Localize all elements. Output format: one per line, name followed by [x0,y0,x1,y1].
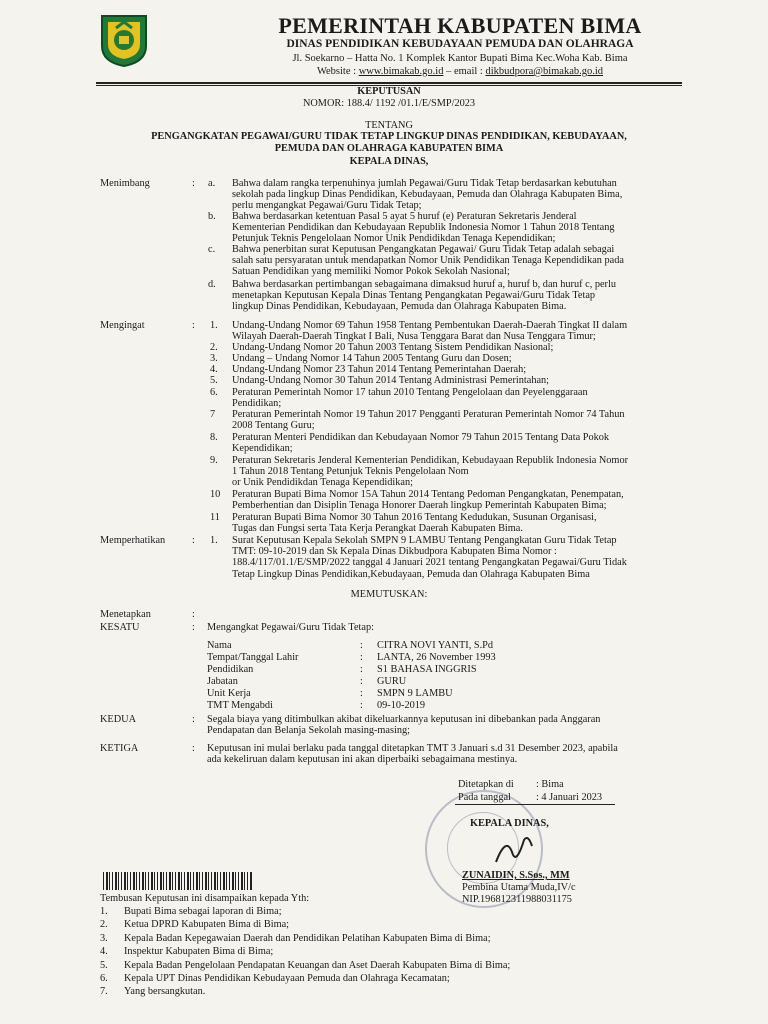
mengingat-item-3: Undang – Undang Nomor 14 Tahun 2005 Tentang Guru dan Dosen; [232,353,512,364]
ketiga-text: Keputusan ini mulai berlaku pada tanggal ditetapkan TMT 3 Januari s.d 31 Desember 2023, apabila ada kekeliruan dalam keputusan ini akan diperbaiki sebagaimana mestinya. [207,743,618,766]
list-item: 1. Bupati Bima sebagai laporan di Bima; [100,906,282,917]
menimbang-label: Menimbang [100,178,150,189]
menimbang-item-a: Bahwa dalam rangka terpenuhinya jumlah Pegawai/Guru Tidak Tetap berdasarkan kebutuhan sekolah pada lingkup Dinas Pendidikan, Kebudayaan, Pemuda dan Olahraga Kabupaten Bima, perlu mengangkat Pegawai/Guru Tidak Tetap; [232,178,623,212]
mengingat-item-index: 6. [210,387,218,398]
email-link[interactable]: dikbudpora@bimakab.go.id [485,66,604,77]
mengingat-colon: : [192,320,195,331]
memperhatikan-item-index: 1. [210,535,218,546]
tembusan-intro: Tembusan Keputusan ini disampaikan kepada Yth: [100,893,310,904]
field-value-jabatan: GURU [377,676,407,687]
mengingat-item-index: 3. [210,353,218,364]
field-key-nama: Nama [207,640,232,651]
mengingat-item-4: Undang-Undang Nomor 23 Tahun 2014 Tentang Pemerintahan Daerah; [232,364,527,375]
menimbang-item-b-index: b. [208,211,216,222]
letterhead-title: PEMERINTAH KABUPATEN BIMA [278,13,642,38]
ketiga-label: KETIGA [100,743,139,754]
website-link[interactable]: www.bimakab.go.id [358,66,444,77]
field-key-unit-kerja: Unit Kerja [207,688,251,699]
mengingat-item-6: Peraturan Pemerintah Nomor 17 tahun 2010 Tentang Pengelolaan dan Peyelenggaraan Pendidikan; [232,387,588,410]
mengingat-item-1: Undang-Undang Nomor 69 Tahun 1958 Tentang Pembentukan Daerah-Daerah Tingkat II dalam Wilayah Daerah-Daerah Tingkat I Bali, Nusa Tenggara Barat dan Nusa Tenggara Timur; [232,320,628,343]
field-colon: : [360,652,363,663]
kesatu-intro: Mengangkat Pegawai/Guru Tidak Tetap: [207,622,374,633]
letterhead-address: Jl. Soekarno – Hatta No. 1 Komplek Kantor Bupati Bima Kec.Woha Kab. Bima [292,53,628,64]
field-key-tmt: TMT Mengabdi [207,700,273,711]
signature-date-label: Pada tanggal [458,792,511,803]
decree-issuer: KEPALA DINAS, [349,156,429,167]
decree-about: TENTANG [365,120,413,131]
field-value-tmt: 09-10-2019 [377,700,426,711]
signature-divider [455,804,615,805]
mengingat-item-index: 9. [210,455,218,466]
field-key-jabatan: Jabatan [207,676,238,687]
mengingat-item-index: 4. [210,364,218,375]
list-item: 6. Kepala UPT Dinas Pendidikan Kebudayaan Pemuda dan Olahraga Kecamatan; [100,972,450,984]
kedua-text: Segala biaya yang ditimbulkan akibat dikeluarkannya keputusan ini dibebankan pada Anggaran Pendapatan dan Belanja Sekolah masing-masing; [207,714,601,737]
decree-number: NOMOR: 188.4/ 1192 /01.1/E/SMP/2023 [302,98,476,109]
field-value-ttl: LANTA, 26 November 1993 [377,652,496,663]
email-prefix: – email : [446,66,483,77]
signature-place-value: : Bima [536,779,564,790]
mengingat-item-index: 1. [210,320,218,331]
mengingat-item-11: Peraturan Bupati Bima Nomor 30 Tahun 2016 Tentang Kedudukan, Susunan Organisasi, Tugas dan Fungsi serta Tata Kerja Perangkat Daerah Kabupaten Bima. [232,512,597,535]
field-key-ttl: Tempat/Tanggal Lahir [207,652,299,663]
kesatu-label: KESATU [100,622,140,633]
mengingat-item-10: Peraturan Bupati Bima Nomor 15A Tahun 2014 Tentang Pedoman Pengangkatan, Penempatan, Pemberhentian dan Disiplin Tenaga Honorer Daerah lingkup Pemerintah Kabupaten Bima; [232,489,624,512]
field-colon: : [360,640,363,651]
mengingat-item-2: Undang-Undang Nomor 20 Tahun 2003 Tentang Sistem Pendidikan Nasional; [232,342,554,353]
website-prefix: Website : [316,66,357,77]
field-value-pendidikan: S1 BAHASA INGGRIS [377,664,477,675]
mengingat-item-index: 11 [210,512,220,523]
field-colon: : [360,676,363,687]
menimbang-item-d-index: d. [208,279,216,290]
mengingat-item-index: 5. [210,375,218,386]
kedua-colon: : [192,714,195,725]
signature-place-label: Ditetapkan di [458,779,514,790]
mengingat-item-9: Peraturan Sekretaris Jenderal Kementerian Pendidikan, Kebudayaan Republik Indonesia Nomor 1 Tahun 2018 Tentang Petunjuk Teknis Pengelolaan Nom or Unik Pendidikdan Tenaga Kependidikan; [232,455,629,489]
mengingat-item-index: 10 [210,489,221,500]
menimbang-item-a-index: a. [208,178,216,189]
list-item: 3. Kepala Badan Kepegawaian Daerah dan Pendidikan Pelatihan Kabupaten Bima di Bima; [100,932,491,944]
signature-name: ZUNAIDIN, S.Sos., MM [462,870,570,881]
decree-subject-line1: PENGANGKATAN PEGAWAI/GURU TIDAK TETAP LINGKUP DINAS PENDIDIKAN, KEBUDAYAAN, [151,131,627,142]
mengingat-item-index: 7 [210,409,216,420]
signature-position: KEPALA DINAS, [470,818,549,829]
mengingat-item-5: Undang-Undang Nomor 30 Tahun 2014 Tentang Administrasi Pemerintahan; [232,375,550,386]
letterhead-contact [160,66,760,78]
barcode-icon [103,872,253,890]
field-colon: : [360,664,363,675]
list-item: 5. Kepala Badan Pengelolaan Pendapatan Keuangan dan Aset Daerah Kabupaten Bima di Bima; [100,959,511,971]
signature-rank: Pembina Utama Muda,IV/c [462,882,576,893]
mengingat-item-8: Peraturan Menteri Pendidikan dan Kebudayaan Nomor 79 Tahun 2015 Tentang Data Pokok Kependidikan; [232,432,610,455]
menimbang-colon: : [192,178,195,189]
signature-nip: NIP.196812311988031175 [462,894,572,905]
menimbang-item-b: Bahwa berdasarkan ketentuan Pasal 5 ayat 5 huruf (e) Peraturan Sekretaris Jenderal Kementerian Pendidikan dan Kebudayaan Republik Indonesia Nomor 1 Tahun 2018 Tentang Petunjuk Teknis Pengelolaan Nomor Unik Pendidikdan Tenaga Kependidikan; [232,211,615,245]
menetapkan-colon: : [192,609,195,620]
memperhatikan-colon: : [192,535,195,546]
signature-date-value: : 4 Januari 2023 [536,792,603,803]
mengingat-item-index: 2. [210,342,218,353]
menimbang-item-d: Bahwa berdasarkan pertimbangan sebagaimana dimaksud huruf a, huruf b, dan huruf c, perlu menetapkan Keputusan Kepala Dinas Tentang Pengangkatan Pegawai/Guru Tidak Tetap lingkup Dinas Pendidikan, Kebudayaan, Pemuda dan Olahraga Kabupaten Bima. [232,279,616,313]
menetapkan-label: Menetapkan [100,609,151,620]
letterhead-subtitle: DINAS PENDIDIKAN KEBUDAYAAN PEMUDA DAN OLAHRAGA [286,38,634,50]
regency-crest-icon [98,12,150,68]
field-key-pendidikan: Pendidikan [207,664,254,675]
list-item: 2. Ketua DPRD Kabupaten Bima di Bima; [100,919,290,931]
signature-scribble-icon [488,832,538,875]
field-value-unit-kerja: SMPN 9 LAMBU [377,688,453,699]
tembusan-list [100,906,510,1000]
mengingat-item-index: 8. [210,432,218,443]
list-item: 7. Yang bersangkutan. [100,986,206,998]
list-item: 4. Inspektur Kabupaten Bima di Bima; [100,946,274,958]
ketiga-colon: : [192,743,195,754]
decree-subject-line2: PEMUDA DAN OLAHRAGA KABUPATEN BIMA [274,143,504,154]
field-colon: : [360,700,363,711]
kesatu-colon: : [192,622,195,633]
memperhatikan-item-1: Surat Keputusan Kepala Sekolah SMPN 9 LAMBU Tentang Pengangkatan Guru Tidak Tetap TMT: 09-10-2019 dan Sk Kepala Dinas Dikbudpora Kabupaten Bima Nomor : 188.4/117/01.1/E/SMP/2022 tanggal 4 Januari 2021 tentang Pengangkatan Pegawai/Guru Tidak Tetap Lingkup Dinas Pendidikan,Kebudayaan, Pemuda dan Olahraga Kabupaten Bima [232,535,627,580]
menimbang-item-c: Bahwa penerbitan surat Keputusan Pengangkatan Pegawai/ Guru Tidak Tetap adalah sebagai salah satu persyaratan untuk mendapatkan Nomor Unik Pendidikan Tenaga Kependidikan pada Satuan Pendidikan yang memiliki Nomor Pokok Sekolah Nasional; [232,244,624,278]
decree-label: KEPUTUSAN [357,86,421,97]
mengingat-label: Mengingat [100,320,145,331]
menimbang-item-c-index: c. [208,244,216,255]
memperhatikan-label: Memperhatikan [100,535,166,546]
kedua-label: KEDUA [100,714,137,725]
field-value-nama: CITRA NOVI YANTI, S.Pd [377,640,494,651]
field-colon: : [360,688,363,699]
letterhead-divider [96,82,682,84]
mengingat-item-7: Peraturan Pemerintah Nomor 19 Tahun 2017 Pengganti Peraturan Pemerintah Nomor 74 Tahun 2008 Tentang Guru; [232,409,625,432]
memutuskan-heading: MEMUTUSKAN: [350,589,428,600]
